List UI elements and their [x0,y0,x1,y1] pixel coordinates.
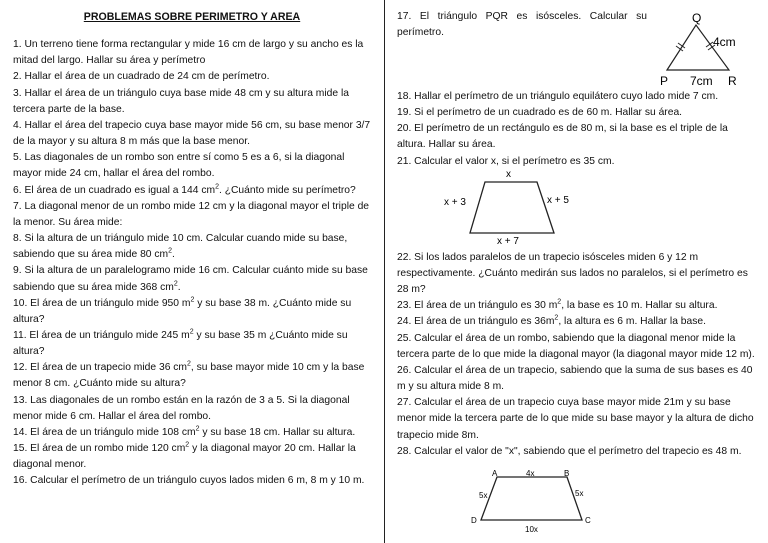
trapezoid-abcd-figure [466,468,601,538]
base-length-label: 7cm [690,74,713,88]
problem-4: 4. Hallar el área del trapecio cuya base mayor mide 56 cm, su base menor 3/7 de la mayor y su altura 8 m más que la base menor. [13,119,371,148]
column-divider [384,0,385,543]
problem-6: 6. El área de un cuadrado es igual a 144 $cm^2$. ¿Cuánto mide su perímetro? [13,183,356,196]
vertex-p-label: P [660,74,669,88]
trapezoid-left-label: x + 3 [444,197,466,208]
problem-3: 3. Hallar el área de un triángulo cuya base mide 48 cm y su altura mide la tercera parte de la base. [13,87,349,115]
trapezoid-bottom-label: x + 7 [497,236,519,247]
problem-9: 9. Si la altura de un paralelogramo mide 16 cm. Calcular cuánto mide su base sabiendo que su área mide 368 $cm^2$. [13,265,368,293]
problem-20: 20. El perímetro de un rectángulo es de 80 m, si la base es el triple de la altura. Hallar su área. [397,123,728,151]
problem-24: 24. El área de un triángulo es $36m^2$, la altura es 6 m. Hallar la base. [397,314,706,328]
problem-12: 12. El área de un trapecio mide 36 $cm^2$, su base mayor mide 10 cm y la base menor 8 cm. ¿Cuánto mide su altura? [13,360,365,390]
vertex-r-label: R [728,74,737,88]
triangle-pqr-figure [655,8,750,90]
problem-23: 23. El área de un triángulo es 30 $m^2$, la base es 10 m. Hallar su altura. [397,298,718,312]
problem-15: 15. El área de un rombo mide 120 $cm^2$ y la diagonal mayor 20 cm. Hallar la diagonal menor. [13,441,356,471]
problem-8: 8. Si la altura de un triángulo mide 10 cm. Calcular cuando mide su base, sabiendo que su área mide 80 $cm^2$. [13,233,348,261]
side-length-label: 4cm [713,35,736,49]
problem-19: 19. Si el perímetro de un cuadrado es de 60 m. Hallar su área. [397,107,683,119]
vertex-a-label: A [492,469,498,478]
problem-13: 13. Las diagonales de un rombo están en la razón de 3 a 5. Si la diagonal menor mide 6 cm. Hallar el área del rombo. [13,394,350,422]
problem-26: 26. Calcular el área de un trapecio, sabiendo que la suma de sus bases es 40 m y su altura mide 8 m. [397,364,753,393]
problem-21: 21. Calcular el valor x, si el perímetro es 35 cm. [397,155,615,167]
problem-14: 14. El área de un triángulo mide 108 $cm^2$ y su base 18 cm. Hallar su altura. [13,425,356,438]
vertex-c-label: C [585,516,591,525]
vertex-b-label: B [564,469,570,478]
problem-22: 22. Si los lados paralelos de un trapecio isósceles miden 6 y 12 m respectivamente. ¿Cuánto medirán sus lados no paralelos, si el perímetro es 28 m? [397,251,748,296]
vertex-d-label: D [471,516,477,525]
problem-10: 10. El área de un triángulo mide 950 $m^2$ y su base 38 m. ¿Cuánto mide su altura? [13,296,352,325]
problem-7: 7. La diagonal menor de un rombo mide 12 cm y la diagonal mayor el triple de la menor. Su área mide: [13,200,370,228]
page-title: PROBLEMAS SOBRE PERIMETRO Y AREA [83,11,301,23]
trapezoid-right-label: x + 5 [547,195,569,206]
trapezoid-abcd [481,477,582,520]
problem-27: 27. Calcular el área de un trapecio cuya base mayor mide 21m y su base menor mide la tercera parte de lo que mide su base mayor y la altura de dicho trapecio mide 8m. [397,397,754,441]
problem-25: 25. Calcular el área de un rombo, sabiendo que la diagonal menor mide la tercera parte de lo que mide la diagonal mayor (la diagonal mayor mide 12 m). [397,332,755,360]
problem-2: 2. Hallar el área de un cuadrado de 24 cm de perímetro. [13,71,270,83]
trapezoid-top-label: x [506,169,511,180]
problem-18: 18. Hallar el perímetro de un triángulo equilátero cuyo lado mide 7 cm. [397,91,719,102]
bottom-base-label: 10x [525,525,538,534]
problem-28: 28. Calcular el valor de "x", sabiendo que el perímetro del trapecio es 48 m. [397,445,742,457]
right-side-label: 5x [575,489,584,498]
trapezoid-x-figure [440,166,580,248]
problem-11: 11. El área de un triángulo mide 245 $m^2$ y su base 35 m ¿Cuánto mide su altura? [13,328,348,358]
top-base-label: 4x [526,469,535,478]
problem-17: 17. El triángulo PQR es isósceles. Calcular su perímetro. [397,11,647,39]
left-side-label: 5x [479,491,488,500]
trapezoid-x [470,182,554,233]
vertex-q-label: Q [692,11,702,25]
problem-1: 1. Un terreno tiene forma rectangular y mide 16 cm de largo y su ancho es la mitad del largo. Hallar su área y perímetro [13,39,364,67]
problem-16: 16. Calcular el perímetro de un triángulo cuyos lados miden 6 m, 8 m y 10 m. [13,475,365,487]
left-column [13,9,371,490]
problem-5: 5. Las diagonales de un rombo son entre sí como 5 es a 6, si la diagonal mayor mide 24 cm, hallar el área del rombo. [13,152,345,180]
